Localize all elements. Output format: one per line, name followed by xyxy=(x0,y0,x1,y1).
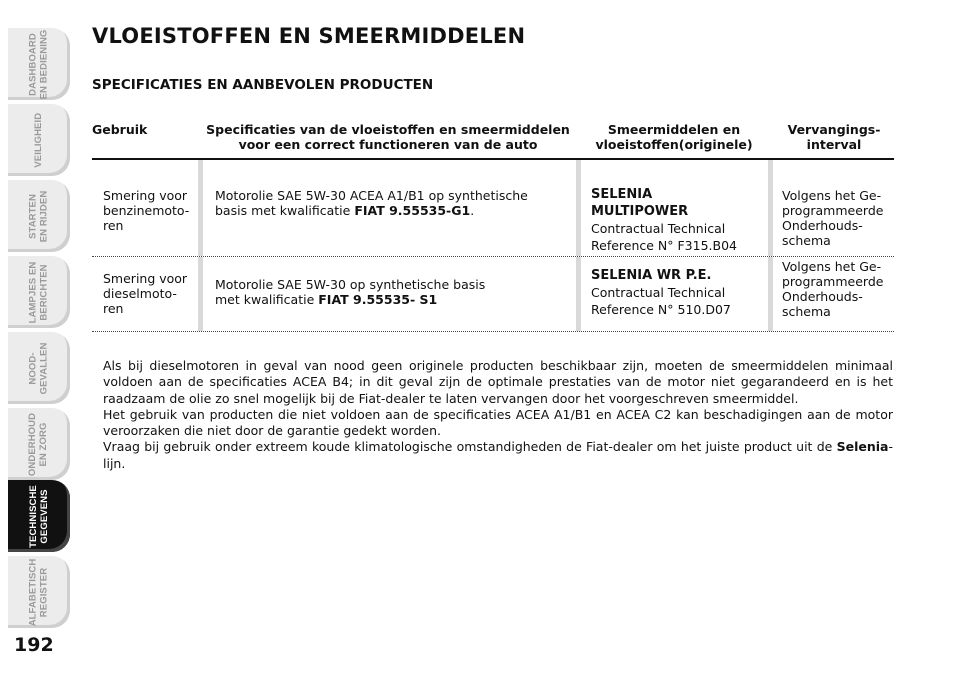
cell-spec xyxy=(215,277,485,307)
usage-line: ren xyxy=(103,301,124,316)
header-product xyxy=(584,122,764,152)
tab-label: LAMPJES EN BERICHTEN xyxy=(27,261,49,323)
usage-line: dieselmoto- xyxy=(103,286,177,301)
section-title: SPECIFICATIES EN AANBEVOLEN PRODUCTEN xyxy=(92,77,434,93)
interval-line: Volgens het Ge- xyxy=(782,188,882,203)
header-interval xyxy=(772,122,896,152)
note-paragraph xyxy=(103,439,893,472)
spec-table xyxy=(92,118,894,332)
header-spec-line: voor een correct functioneren van de auto xyxy=(238,137,538,152)
spec-text: . xyxy=(470,203,475,218)
product-reference: Reference N° F315.B04 xyxy=(591,238,737,253)
column-divider xyxy=(768,160,773,256)
usage-line: Smering voor xyxy=(103,188,188,203)
spec-text: met kwalificatie xyxy=(215,292,319,307)
product-name: SELENIA WR P.E. xyxy=(591,268,712,283)
tab-label: DASHBOARD EN BEDIENING xyxy=(27,29,50,99)
column-divider xyxy=(576,257,581,331)
usage-line: ren xyxy=(103,218,124,233)
tab-technische-gegevens[interactable] xyxy=(8,480,70,552)
tab-veiligheid[interactable] xyxy=(8,104,70,176)
spec-qualification: FIAT 9.55535- S1 xyxy=(318,292,438,307)
column-divider xyxy=(576,160,581,256)
tab-label: VEILIGHEID xyxy=(32,112,44,168)
header-product-line: Smeermiddelen en xyxy=(607,122,741,137)
note-text: Vraag bij gebruik onder extreem koude klimatologische omstandigheden de Fiat-dealer om het juiste product uit de xyxy=(103,439,837,455)
tab-label: TECHNISCHE GEGEVENS xyxy=(27,484,50,548)
header-spec-line: Specificaties van de vloeistoffen en smeermiddelen xyxy=(206,122,570,137)
spec-text: basis met kwalificatie xyxy=(215,203,355,218)
interval-line: Volgens het Ge- xyxy=(782,259,882,274)
usage-line: benzinemoto- xyxy=(103,203,190,218)
spec-line: Motorolie SAE 5W-30 ACEA A1/B1 op synthetische xyxy=(215,188,528,203)
product-reference: Contractual Technical xyxy=(591,221,726,236)
tab-onderhoud[interactable] xyxy=(8,408,70,480)
note-brand: Selenia xyxy=(836,439,889,455)
chapter-tabs xyxy=(0,0,80,677)
tab-label: ONDERHOUD EN ZORG xyxy=(27,412,49,476)
header-usage: Gebruik xyxy=(92,122,148,137)
tab-lampjes[interactable] xyxy=(8,256,70,328)
note-paragraph: Als bij dieselmotoren in geval van nood geen originele producten beschikbaar zijn, moeten de smeermiddelen minimaal voldoen aan de specificaties ACEA B4; in dit geval zijn de optimale prestaties van de motor niet gegarandeerd en is het raadzaam de olie zo snel mogelijk bij de Fiat-dealer te laten vervangen door het voorgeschreven smeermiddel. xyxy=(103,358,893,406)
tab-dashboard[interactable] xyxy=(8,28,70,100)
column-divider xyxy=(198,257,203,331)
spec-line: Motorolie SAE 5W-30 op synthetische basis xyxy=(215,277,486,292)
cell-product xyxy=(591,267,731,318)
spec-line xyxy=(215,292,485,307)
cell-interval xyxy=(782,259,883,319)
product-reference: Contractual Technical xyxy=(591,285,726,300)
interval-line: programmeerde xyxy=(782,274,884,289)
spec-line xyxy=(215,203,528,218)
spec-qualification: FIAT 9.55535-G1 xyxy=(354,203,471,218)
tab-label: STARTEN EN RIJDEN xyxy=(27,190,49,242)
notes xyxy=(103,358,893,472)
column-divider xyxy=(768,257,773,331)
interval-line: schema xyxy=(782,304,831,319)
header-interval-line: Vervangings- xyxy=(787,122,881,137)
header-product-line: vloeistoffen(originele) xyxy=(595,137,753,152)
cell-usage xyxy=(103,271,187,316)
interval-line: schema xyxy=(782,233,831,248)
tab-label: NOOD- GEVALLEN xyxy=(27,342,49,394)
note-text: -lijn. xyxy=(103,439,893,471)
table-row xyxy=(92,160,894,257)
note-paragraph: Het gebruik van producten die niet voldoen aan de specificaties ACEA A1/B1 en ACEA C2 kan beschadigingen aan de motor veroorzaken die niet door de garantie gedekt worden. xyxy=(103,406,893,439)
interval-line: Onderhouds- xyxy=(782,218,863,233)
product-name: MULTIPOWER xyxy=(591,204,689,219)
tab-starten[interactable] xyxy=(8,180,70,252)
product-reference: Reference N° 510.D07 xyxy=(591,302,731,317)
cell-usage xyxy=(103,188,189,233)
table-row xyxy=(92,257,894,332)
interval-line: programmeerde xyxy=(782,203,884,218)
page-title: VLOEISTOFFEN EN SMEERMIDDELEN xyxy=(92,24,526,48)
cell-spec xyxy=(215,188,528,218)
cell-interval xyxy=(782,188,883,248)
header-interval-line: interval xyxy=(806,137,862,152)
product-name: SELENIA xyxy=(591,187,653,202)
page-number: 192 xyxy=(14,634,54,656)
interval-line: Onderhouds- xyxy=(782,289,863,304)
cell-product xyxy=(591,186,737,254)
table-header xyxy=(92,118,894,160)
header-spec xyxy=(198,122,578,152)
column-divider xyxy=(198,160,203,256)
tab-noodgevallen[interactable] xyxy=(8,332,70,404)
usage-line: Smering voor xyxy=(103,271,188,286)
tab-register[interactable] xyxy=(8,556,70,628)
tab-label: ALFABETISCH REGISTER xyxy=(27,558,50,626)
